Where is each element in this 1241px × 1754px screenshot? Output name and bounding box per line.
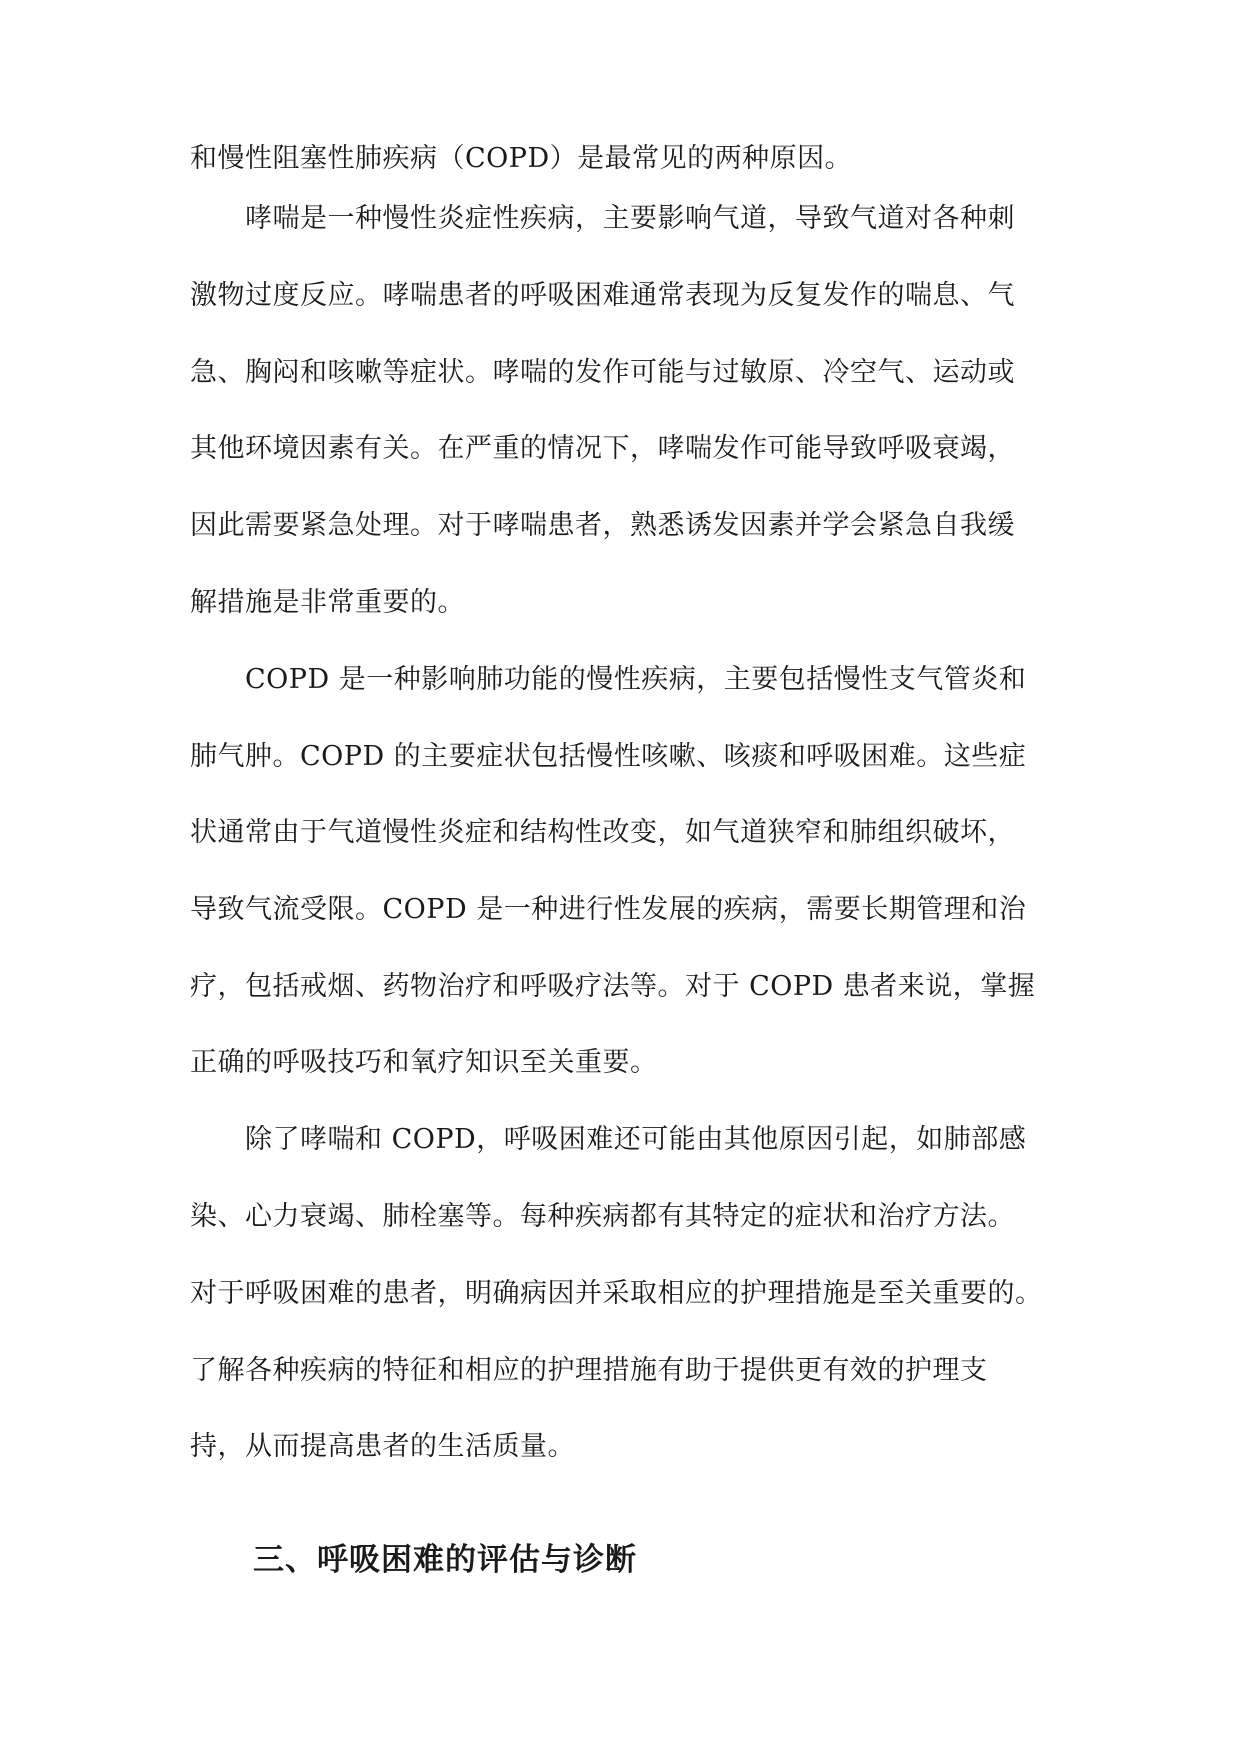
text-line-1: 和慢性阻塞性肺疾病（COPD）是最常见的两种原因。 bbox=[190, 143, 853, 174]
text-line-17: 了解各种疾病的特征和相应的护理措施有助于提供更有效的护理支 bbox=[190, 1355, 988, 1386]
text-line-8: COPD 是一种影响肺功能的慢性疾病，主要包括慢性支气管炎和 bbox=[245, 664, 1027, 695]
text-line-13: 正确的呼吸技巧和氧疗知识至关重要。 bbox=[190, 1047, 658, 1078]
text-line-16: 对于呼吸困难的患者，明确病因并采取相应的护理措施是至关重要的。 bbox=[190, 1278, 1043, 1309]
text-line-10: 状通常由于气道慢性炎症和结构性改变，如气道狭窄和肺组织破坏， bbox=[190, 817, 1015, 848]
text-line-15: 染、心力衰竭、肺栓塞等。每种疾病都有其特定的症状和治疗方法。 bbox=[190, 1201, 1015, 1232]
text-line-12: 疗，包括戒烟、药物治疗和呼吸疗法等。对于 COPD 患者来说，掌握 bbox=[190, 971, 1036, 1002]
text-line-2: 哮喘是一种慢性炎症性疾病，主要影响气道，导致气道对各种刺 bbox=[245, 203, 1015, 234]
text-line-7: 解措施是非常重要的。 bbox=[190, 587, 465, 618]
text-line-18: 持，从而提高患者的生活质量。 bbox=[190, 1431, 575, 1462]
text-line-4: 急、胸闷和咳嗽等症状。哮喘的发作可能与过敏原、冷空气、运动或 bbox=[190, 357, 1015, 388]
section-heading: 三、呼吸困难的评估与诊断 bbox=[253, 1542, 637, 1578]
text-line-5: 其他环境因素有关。在严重的情况下，哮喘发作可能导致呼吸衰竭， bbox=[190, 433, 1015, 464]
text-line-9: 肺气肿。COPD 的主要症状包括慢性咳嗽、咳痰和呼吸困难。这些症 bbox=[190, 741, 1027, 772]
text-line-6: 因此需要紧急处理。对于哮喘患者，熟悉诱发因素并学会紧急自我缓 bbox=[190, 510, 1015, 541]
text-line-14: 除了哮喘和 COPD，呼吸困难还可能由其他原因引起，如肺部感 bbox=[245, 1124, 1027, 1155]
text-line-3: 激物过度反应。哮喘患者的呼吸困难通常表现为反复发作的喘息、气 bbox=[190, 280, 1015, 311]
text-line-11: 导致气流受限。COPD 是一种进行性发展的疾病，需要长期管理和治 bbox=[190, 894, 1027, 925]
